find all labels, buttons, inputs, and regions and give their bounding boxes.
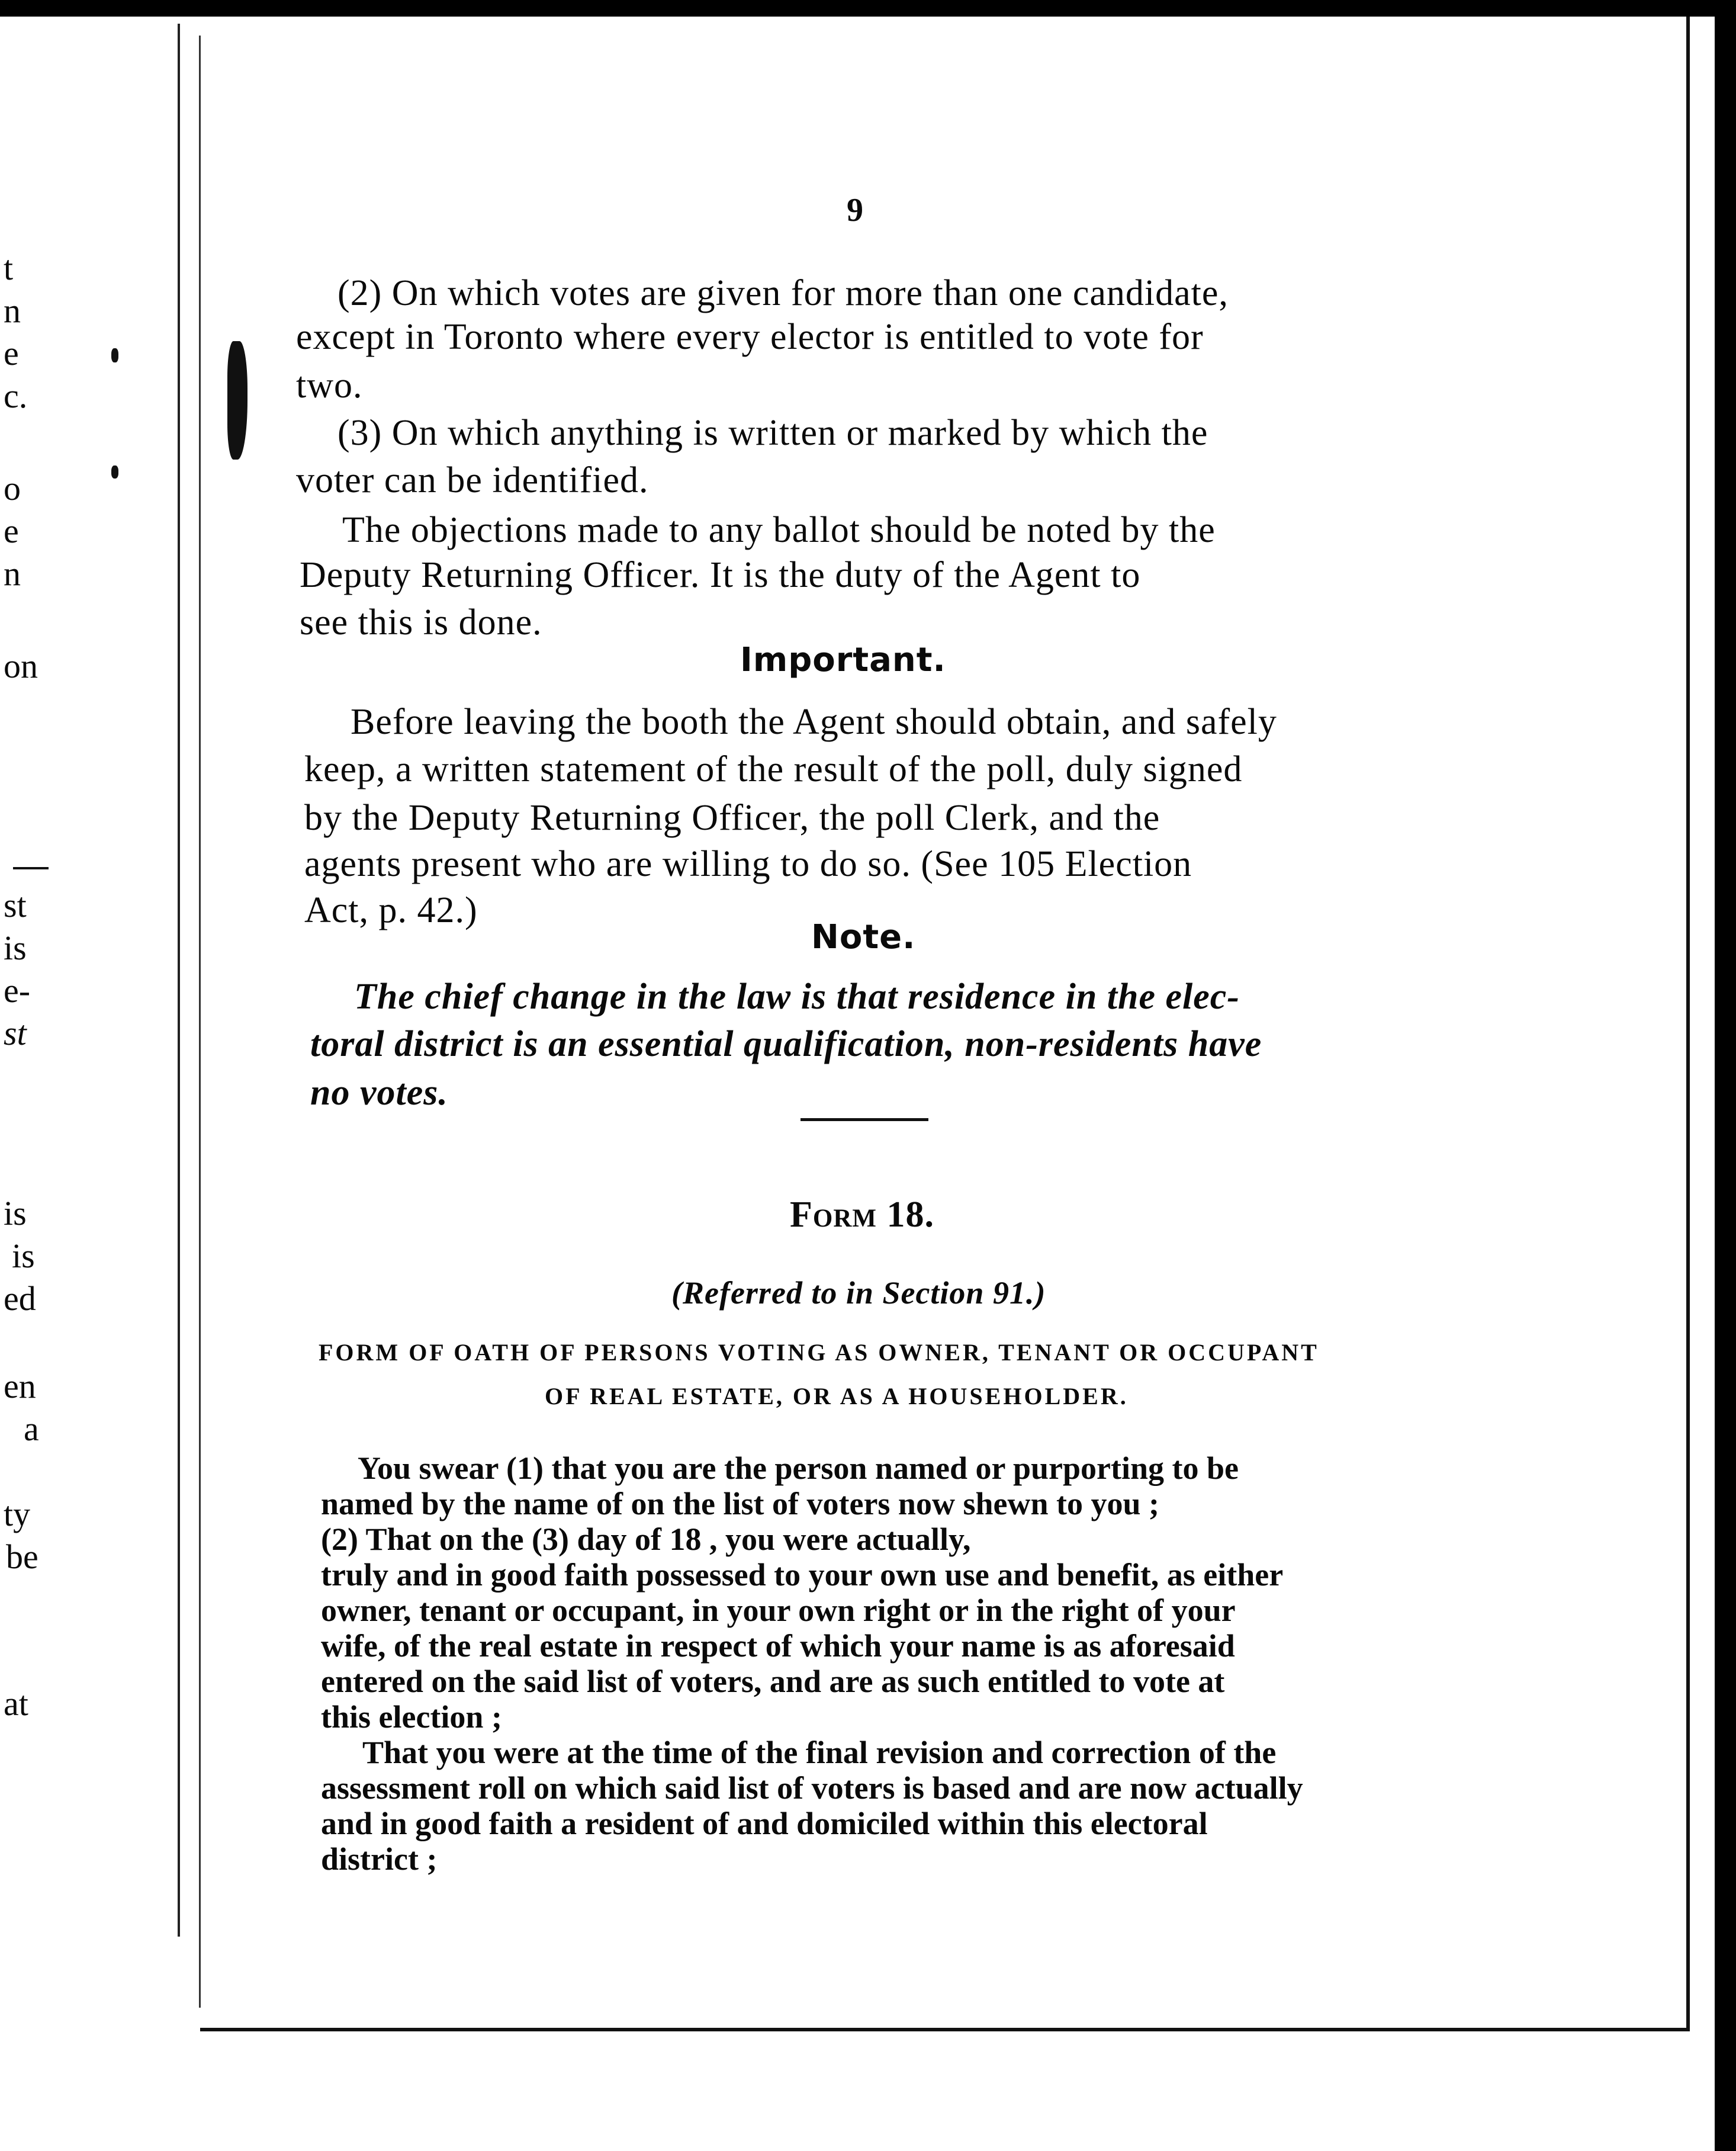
left-page-edge <box>0 17 178 2151</box>
left-fragment: o <box>4 469 21 508</box>
oath-line: (2) That on the (3) day of 18 , you were actually, <box>321 1521 971 1557</box>
oath-line: named by the name of on the list of voters now shewn to you ; <box>321 1486 1159 1521</box>
page-number: 9 <box>847 192 864 229</box>
left-fragment: at <box>4 1684 28 1723</box>
oath-line: truly and in good faith possessed to your own use and benefit, as either <box>321 1557 1284 1593</box>
important-heading: Important. <box>740 641 946 679</box>
important-body-line: by the Deputy Returning Officer, the poll Clerk, and the <box>304 798 1160 838</box>
ink-mark <box>111 348 118 362</box>
oath-line: owner, tenant or occupant, in your own right or in the right of your <box>321 1593 1236 1628</box>
left-fragment: ed <box>4 1279 36 1318</box>
left-fragment: n <box>4 291 21 330</box>
page <box>200 17 1690 2031</box>
ink-mark <box>111 465 118 479</box>
scan-top-edge <box>0 0 1736 17</box>
left-fragment: e <box>4 512 19 550</box>
left-fragment: be <box>6 1537 38 1576</box>
left-fragment: en <box>4 1367 36 1405</box>
left-fragment: st <box>4 1014 27 1052</box>
scan-right-edge <box>1715 0 1736 2151</box>
left-fragment: n <box>4 554 21 593</box>
form-subtitle-line: FORM OF OATH OF PERSONS VOTING AS OWNER, TENANT OR OCCUPANT <box>319 1339 1319 1366</box>
item-2-line: (2) On which votes are given for more than one candidate, <box>337 273 1229 313</box>
left-fragment: is <box>4 1194 27 1232</box>
left-fragment: a <box>24 1410 39 1448</box>
page-edge-line <box>199 36 201 2008</box>
important-body-line: agents present who are willing to do so. (See 105 Election <box>304 844 1192 884</box>
section-rule <box>801 1118 928 1121</box>
left-fragment: on <box>4 647 38 685</box>
item-3-line: voter can be identified. <box>296 460 649 500</box>
oath-line: wife, of the real estate in respect of which your name is as aforesaid <box>321 1628 1235 1664</box>
important-body-line: Act, p. 42.) <box>304 890 478 930</box>
left-fragment: is <box>12 1237 35 1275</box>
form-subtitle-line: OF REAL ESTATE, OR AS A HOUSEHOLDER. <box>545 1383 1129 1410</box>
gutter-line <box>178 24 180 1937</box>
form-reference: (Referred to in Section 91.) <box>671 1275 1046 1311</box>
oath-line: district ; <box>321 1841 438 1877</box>
note-body-line: The chief change in the law is that residence in the elec- <box>354 977 1240 1017</box>
note-heading: Note. <box>811 918 916 956</box>
important-body-line: Before leaving the booth the Agent should obtain, and safely <box>351 702 1277 742</box>
important-body-line: keep, a written statement of the result of the poll, duly signed <box>304 749 1243 789</box>
item-2-line: except in Toronto where every elector is entitled to vote for <box>296 317 1204 357</box>
note-body-line: no votes. <box>310 1073 448 1113</box>
objections-line: Deputy Returning Officer. It is the duty of the Agent to <box>300 555 1141 595</box>
form-title: Form 18. <box>790 1195 934 1235</box>
left-fragment: t <box>4 249 14 287</box>
oath-line: You swear (1) that you are the person named or purporting to be <box>358 1450 1239 1486</box>
left-fragment: st <box>4 886 27 924</box>
oath-line: That you were at the time of the final revision and correction of the <box>362 1735 1277 1770</box>
oath-line: and in good faith a resident of and domiciled within this electoral <box>321 1806 1208 1841</box>
item-3-line: (3) On which anything is written or marked by which the <box>337 413 1208 453</box>
item-2-line: two. <box>296 365 363 406</box>
left-rule <box>13 867 49 869</box>
note-body-line: toral district is an essential qualification, non-residents have <box>310 1024 1262 1064</box>
left-fragment: e- <box>4 971 31 1010</box>
left-fragment: ty <box>4 1495 31 1533</box>
ink-mark <box>227 341 247 460</box>
left-fragment: e <box>4 334 19 373</box>
oath-line: entered on the said list of voters, and are as such entitled to vote at <box>321 1664 1225 1699</box>
objections-line: The objections made to any ballot should be noted by the <box>342 510 1216 550</box>
oath-line: this election ; <box>321 1699 502 1735</box>
objections-line: see this is done. <box>300 602 542 643</box>
oath-line: assessment roll on which said list of voters is based and are now actually <box>321 1770 1303 1806</box>
left-fragment: is <box>4 929 27 967</box>
left-fragment: c. <box>4 377 28 415</box>
